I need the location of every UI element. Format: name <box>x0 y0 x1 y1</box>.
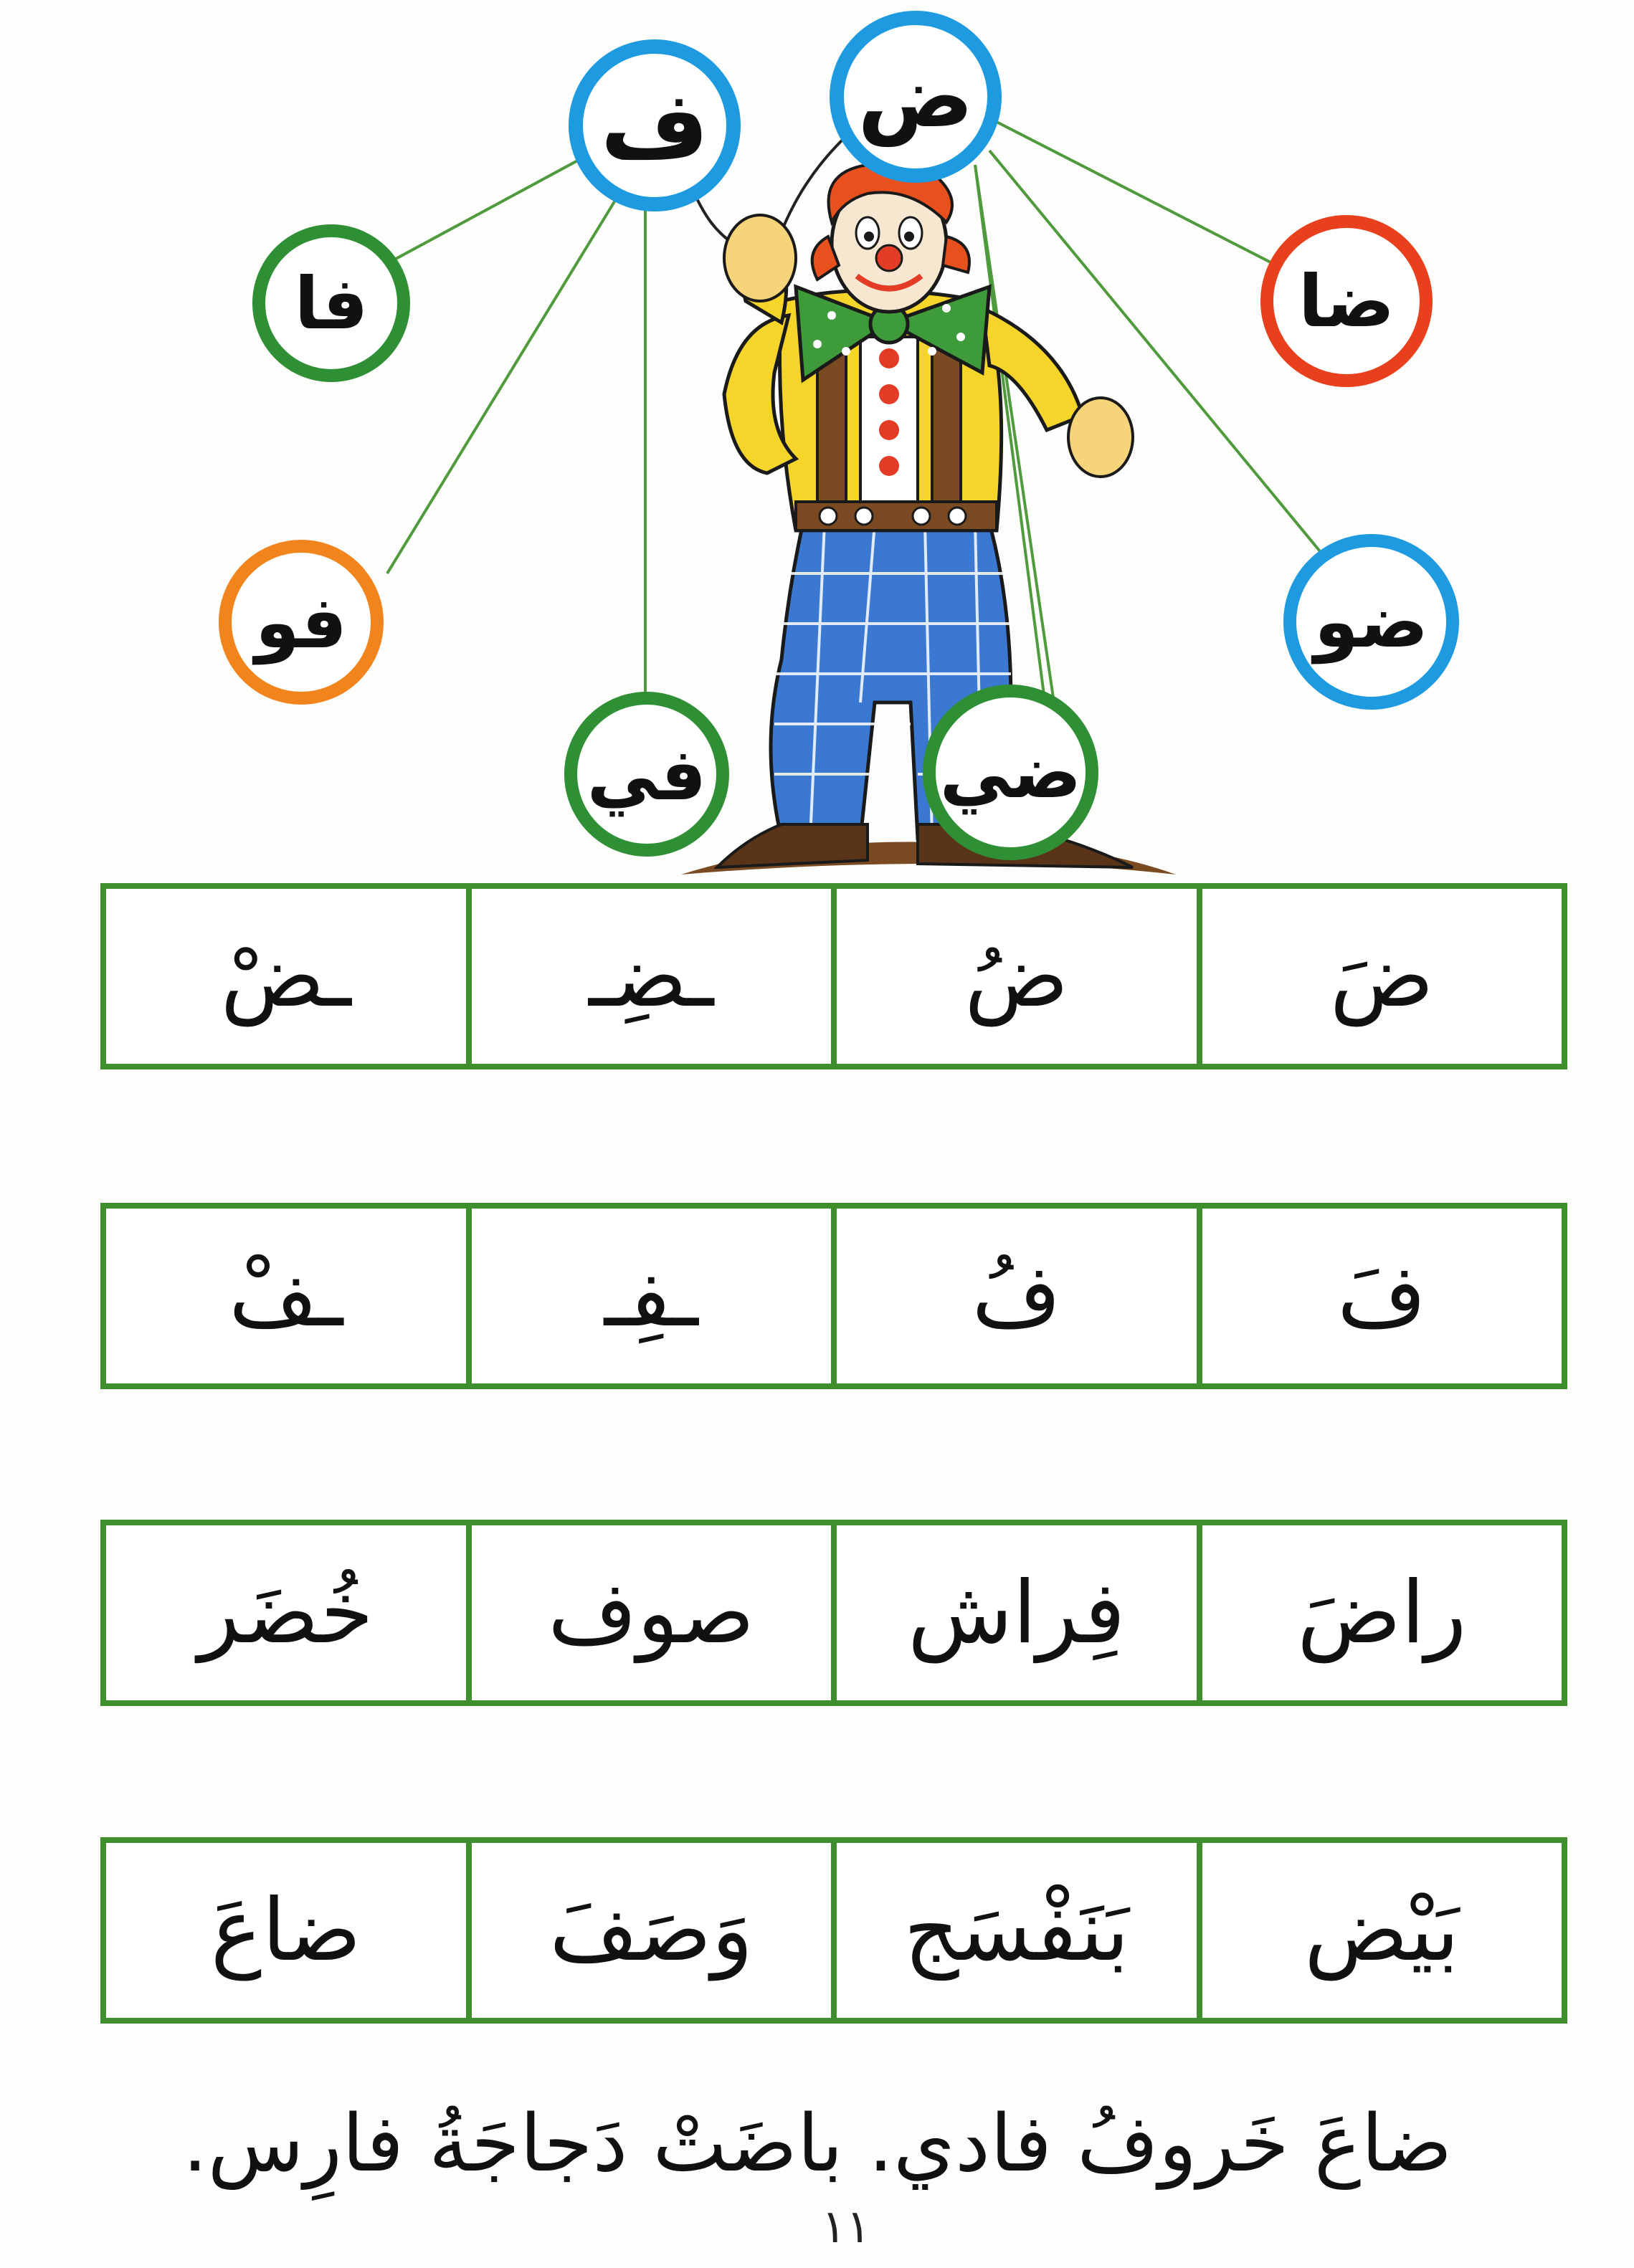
grid-cell: صوف <box>466 1525 832 1700</box>
grid-cell: ـضِـ <box>466 889 832 1064</box>
grid-cell: ـضْ <box>220 926 351 1026</box>
bubble-letter-fa: ف <box>569 39 741 211</box>
grid-cell: بَيْض <box>1197 1843 1562 2018</box>
grid-cell: خُضَر <box>198 1563 374 1663</box>
grid-cell: بَنَفْسَج <box>831 1843 1197 2018</box>
grid-row-fa-forms <box>100 1203 1567 1389</box>
bubble-dad-alif: ضا <box>1260 215 1433 387</box>
grid-cell: ـفِـ <box>466 1209 832 1383</box>
grid-cell: ضاعَ <box>210 1880 361 1981</box>
grid-cell: راضَ <box>1197 1525 1562 1700</box>
bubble-dad-ya: ضي <box>923 685 1098 860</box>
grid-cell: فُ <box>831 1209 1197 1383</box>
bubble-letter-dad: ض <box>830 11 1002 183</box>
bubble-fa-alif: فا <box>252 224 410 382</box>
grid-cell: فِراش <box>831 1525 1197 1700</box>
bubble-fi-ya: في <box>564 692 729 857</box>
reading-sentence: ضاعَ خَروفُ فادي. باضَتْ دَجاجَةُ فارِس. <box>182 2097 1453 2189</box>
grid-row-words-2 <box>100 1837 1567 2024</box>
grid-cell: ـفْ <box>229 1246 343 1346</box>
grid-cell: ضَ <box>1197 889 1562 1064</box>
bubble-dad-waw: ضو <box>1283 534 1459 710</box>
page-number: ١١ <box>821 2201 871 2254</box>
grid-row-words-1 <box>100 1520 1567 1706</box>
grid-cell: فَ <box>1197 1209 1562 1383</box>
grid-cell: ضُ <box>831 889 1197 1064</box>
grid-row-dad-forms <box>100 883 1567 1069</box>
grid-cell: وَصَفَ <box>466 1843 832 2018</box>
bubble-fu-waw: فو <box>219 540 384 705</box>
